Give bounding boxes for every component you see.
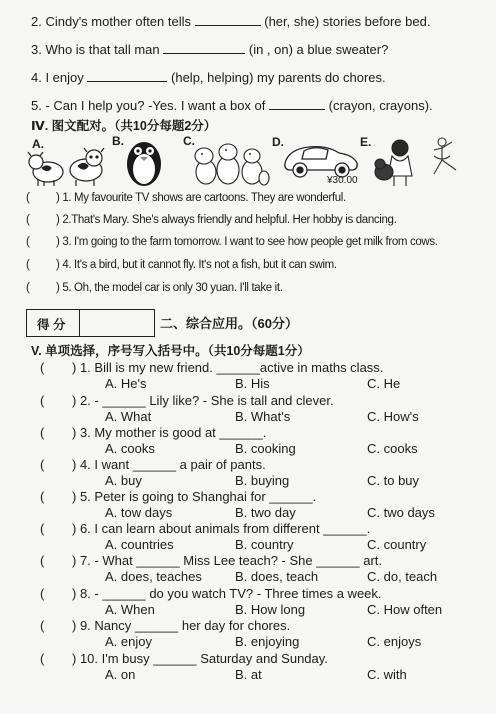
girl-dog-picture [372,134,468,188]
picture-label-b: B. [112,134,124,148]
option-b[interactable]: B. buying [235,473,290,488]
question-8 [40,586,382,601]
question-9-text: ) 9. Nancy ______ her day for chores. [72,618,291,633]
option-b[interactable]: B. enjoying [235,634,300,649]
question-10-text: ) 10. I'm busy ______ Saturday and Sunday. [72,651,328,666]
section-heading: 二、综合应用。（60分） [160,316,298,331]
picture-label-c: C. [183,134,195,148]
fill-question-5-text: 5. - Can I help you? -Yes. I want a box of [31,98,266,113]
cows-picture [26,146,108,188]
penguin-picture [122,136,166,188]
option-b[interactable]: B. two day [235,505,296,520]
option-c[interactable]: C. do, teach [367,569,438,584]
question-5-text: ) 5. Peter is going to Shanghai for ______. [72,489,317,504]
car-price: ¥30.00 [327,175,358,186]
question-6-text: ) 6. I can learn about animals from different ______. [72,521,371,536]
answer-blank[interactable] [163,42,245,54]
matching-item-1 [26,192,346,204]
question-8-text: ) 8. - ______ do you watch TV? - Three times a week. [72,586,382,601]
fill-question-3-options: (in , on) a blue sweater? [248,42,389,57]
option-c[interactable]: C. enjoys [367,634,422,649]
question-9 [40,618,290,633]
fill-question-4-options: (help, helping) my parents do chores. [171,70,386,85]
answer-paren[interactable]: ( [40,618,45,633]
option-b[interactable]: B. His [235,376,270,391]
option-a[interactable]: A. What [105,409,152,424]
fill-question-4 [31,70,386,85]
question-3 [40,425,266,440]
fill-question-2 [31,14,430,29]
option-b[interactable]: B. What's [235,409,291,424]
section-4-title: Ⅳ. 图文配对。（共10分每题2分） [31,119,217,133]
option-a[interactable]: A. countries [105,537,174,552]
answer-paren[interactable]: ( [40,651,45,666]
fill-question-2-text: 2. Cindy's mother often tells [31,14,191,29]
answer-paren[interactable]: ( [26,282,30,294]
option-a[interactable]: A. buy [105,473,142,488]
answer-blank[interactable] [87,70,167,82]
question-4-text: ) 4. I want ______ a pair of pants. [72,457,266,472]
fill-question-3-text: 3. Who is that tall man [31,42,160,57]
fill-question-4-text: 4. I enjoy [31,70,84,85]
option-c[interactable]: C. How's [367,409,419,424]
answer-blank[interactable] [269,98,325,110]
question-1 [40,360,383,375]
matching-item-5 [26,282,283,294]
question-2 [40,393,334,408]
matching-item-5-text: ) 5. Oh, the model car is only 30 yuan. I'll take it. [56,282,283,294]
question-3-text: ) 3. My mother is good at ______. [72,425,267,440]
answer-paren[interactable]: ( [40,489,45,504]
option-c[interactable]: C. cooks [367,441,418,456]
option-c[interactable]: C. two days [367,505,435,520]
question-4 [40,457,266,472]
option-a[interactable]: A. cooks [105,441,155,456]
answer-paren[interactable]: ( [26,236,30,248]
picture-label-e: E. [360,135,372,149]
question-5 [40,489,316,504]
answer-paren[interactable]: ( [40,457,45,472]
answer-paren[interactable]: ( [26,214,30,226]
option-a[interactable]: A. enjoy [105,634,152,649]
answer-paren[interactable]: ( [40,360,45,375]
option-b[interactable]: B. does, teach [235,569,319,584]
matching-item-3 [26,236,438,248]
option-a[interactable]: A. When [105,602,155,617]
matching-item-2-text: ) 2.That's Mary. She's always friendly and helpful. Her hobby is dancing. [56,214,397,226]
score-box [26,309,155,337]
matching-item-2 [26,214,396,226]
matching-item-3-text: ) 3. I'm going to the farm tomorrow. I want to see how people get milk from cows. [56,236,438,248]
picture-label-d: D. [272,135,284,149]
option-c[interactable]: C. to buy [367,473,420,488]
question-10 [40,651,328,666]
answer-paren[interactable]: ( [26,259,30,271]
fill-question-5-options: (crayon, crayons). [328,98,433,113]
option-b[interactable]: B. at [235,667,262,682]
option-c[interactable]: C. country [367,537,427,552]
question-2-text: ) 2. - ______ Lily like? - She is tall and clever. [72,393,334,408]
option-c[interactable]: C. How often [367,602,443,617]
section-5-title: V. 单项选择，序号写入括号中。（共10分每题1分） [31,344,310,358]
picture-label-a: A. [32,137,44,151]
option-b[interactable]: B. cooking [235,441,296,456]
option-c[interactable]: C. He [367,376,401,391]
option-a[interactable]: A. tow days [105,505,173,520]
option-c[interactable]: C. with [367,667,407,682]
fill-question-5 [31,98,433,113]
answer-paren[interactable]: ( [40,553,45,568]
score-label: 得 分 [37,318,66,332]
answer-paren[interactable]: ( [40,393,45,408]
answer-blank[interactable] [195,14,261,26]
model-car-picture [282,137,360,179]
pig-family-picture [192,140,272,188]
fill-question-3 [31,42,388,57]
answer-paren[interactable]: ( [26,192,30,204]
matching-item-1-text: ) 1. My favourite TV shows are cartoons. They are wonderful. [56,192,346,204]
question-7 [40,553,382,568]
option-a[interactable]: A. does, teaches [105,569,202,584]
answer-paren[interactable]: ( [40,586,45,601]
answer-paren[interactable]: ( [40,425,45,440]
matching-item-4-text: ) 4. It's a bird, but it cannot fly. It's not a fish, but it can swim. [56,259,337,271]
score-divider [79,310,80,336]
matching-item-4 [26,259,337,271]
option-b[interactable]: B. country [235,537,294,552]
question-1-text: ) 1. Bill is my new friend. ______active in maths class. [72,360,384,375]
question-7-text: ) 7. - What ______ Miss Lee teach? - She ______ art. [72,553,383,568]
option-a[interactable]: A. He's [105,376,147,391]
option-b[interactable]: B. How long [235,602,306,617]
option-a[interactable]: A. on [105,667,136,682]
answer-paren[interactable]: ( [40,521,45,536]
question-6 [40,521,370,536]
fill-question-2-options: (her, she) stories before bed. [264,14,431,29]
